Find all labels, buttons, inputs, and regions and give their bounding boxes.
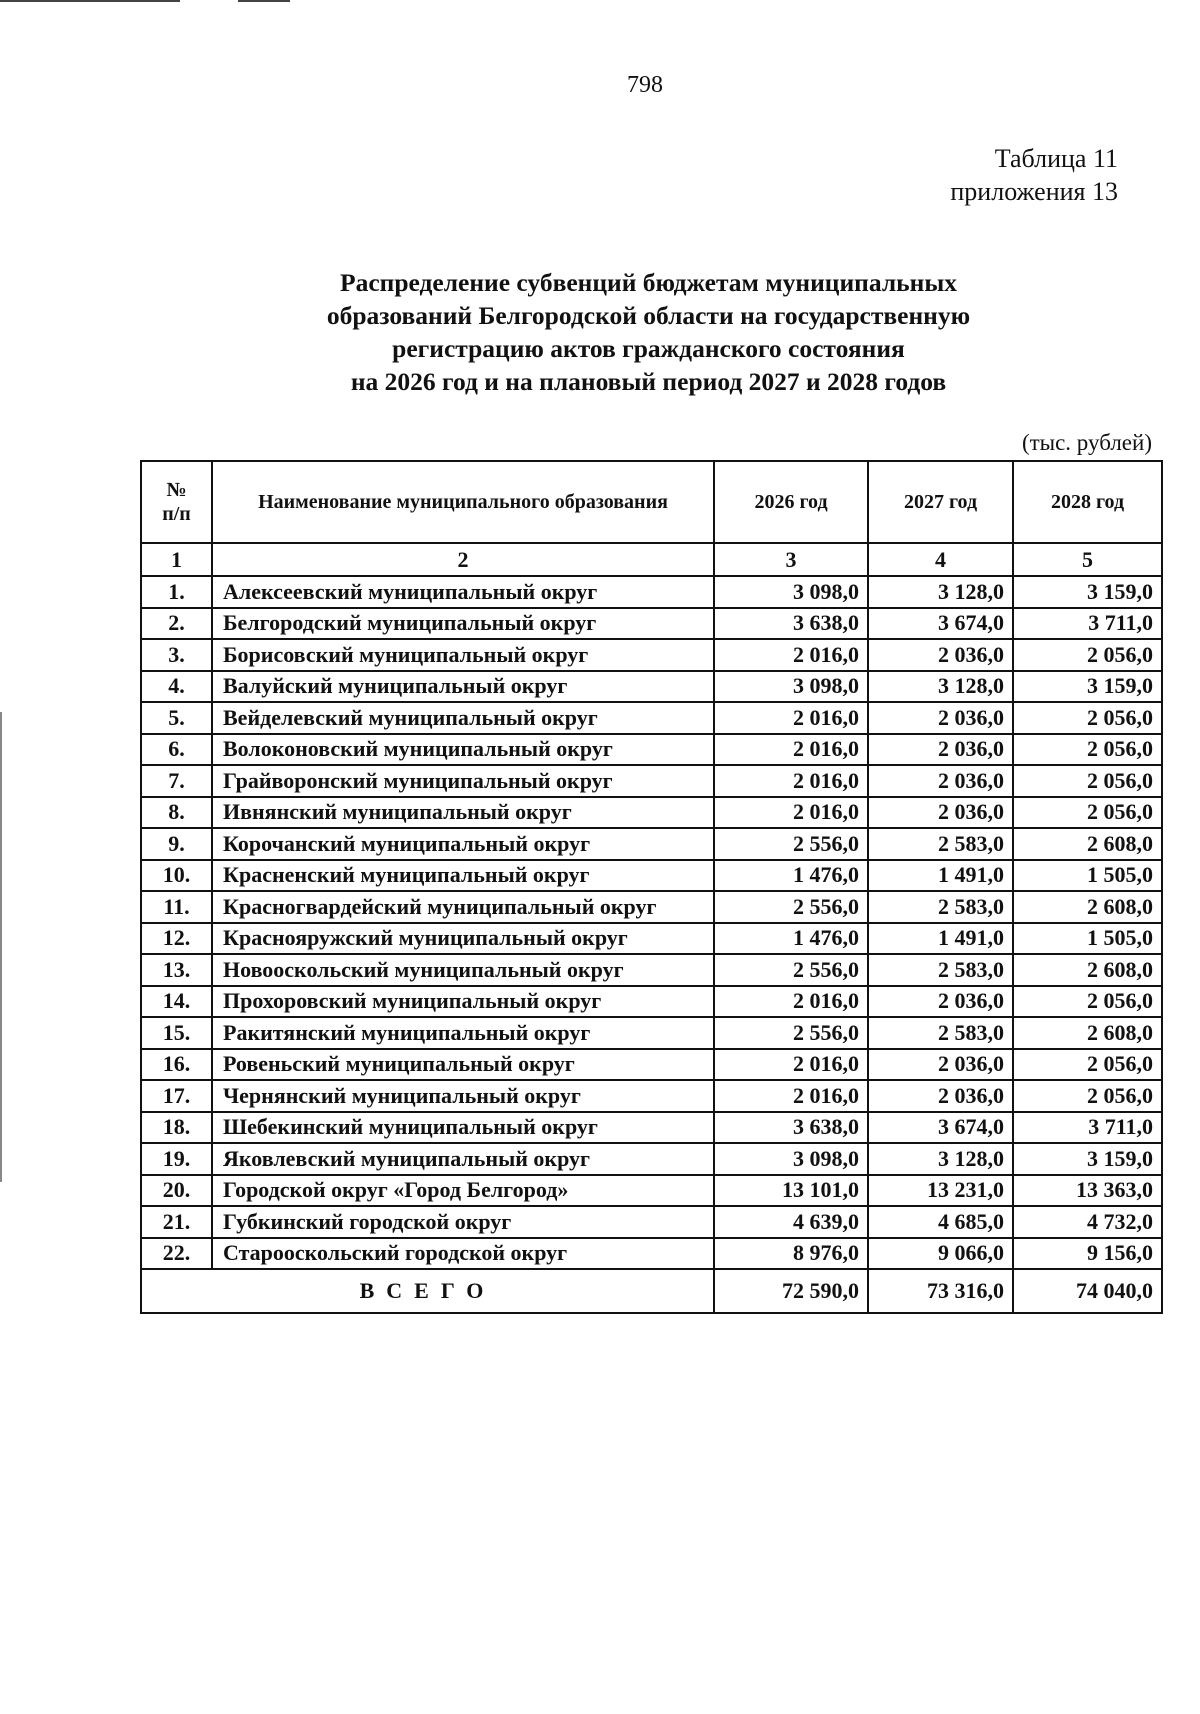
table-row <box>141 954 1162 986</box>
municipality-name: Краснояружский муниципальный округ <box>212 923 714 955</box>
value-2026: 2 016,0 <box>714 734 868 766</box>
row-number: 8. <box>141 797 212 829</box>
value-2026: 13 101,0 <box>714 1175 868 1207</box>
table-row <box>141 702 1162 734</box>
municipality-name: Новооскольский муниципальный округ <box>212 954 714 986</box>
table-row <box>141 797 1162 829</box>
header-number <box>141 461 212 543</box>
header-2028: 2028 год <box>1013 461 1162 543</box>
value-2026: 1 476,0 <box>714 923 868 955</box>
value-2027: 4 685,0 <box>868 1206 1013 1238</box>
value-2028: 3 159,0 <box>1013 1143 1162 1175</box>
value-2027: 2 583,0 <box>868 828 1013 860</box>
column-number: 2 <box>212 543 714 576</box>
value-2028: 2 608,0 <box>1013 1017 1162 1049</box>
table-row <box>141 1175 1162 1207</box>
value-2027: 2 583,0 <box>868 891 1013 923</box>
column-number: 1 <box>141 543 212 576</box>
municipality-name: Шебекинский муниципальный округ <box>212 1112 714 1144</box>
row-number: 7. <box>141 765 212 797</box>
total-2027: 73 316,0 <box>868 1269 1013 1313</box>
distribution-table <box>140 460 1163 1314</box>
value-2026: 2 016,0 <box>714 1049 868 1081</box>
table-row <box>141 1143 1162 1175</box>
value-2027: 2 036,0 <box>868 986 1013 1018</box>
value-2027: 9 066,0 <box>868 1238 1013 1270</box>
column-number: 4 <box>868 543 1013 576</box>
total-2026: 72 590,0 <box>714 1269 868 1313</box>
municipality-name: Красногвардейский муниципальный округ <box>212 891 714 923</box>
table-reference-line: приложения 13 <box>950 177 1118 206</box>
table-row <box>141 671 1162 703</box>
value-2028: 2 056,0 <box>1013 639 1162 671</box>
table-row <box>141 639 1162 671</box>
row-number: 16. <box>141 1049 212 1081</box>
page-number: 798 <box>627 72 663 98</box>
value-2028: 2 608,0 <box>1013 954 1162 986</box>
value-2026: 2 016,0 <box>714 1080 868 1112</box>
table-row <box>141 923 1162 955</box>
row-number: 10. <box>141 860 212 892</box>
row-number: 1. <box>141 576 212 608</box>
table-reference <box>858 142 1118 208</box>
row-number: 20. <box>141 1175 212 1207</box>
value-2028: 2 056,0 <box>1013 1049 1162 1081</box>
municipality-name: Вейделевский муниципальный округ <box>212 702 714 734</box>
table-header-row <box>141 461 1162 543</box>
value-2026: 1 476,0 <box>714 860 868 892</box>
value-2027: 3 128,0 <box>868 576 1013 608</box>
value-2028: 9 156,0 <box>1013 1238 1162 1270</box>
total-label: ВСЕГО <box>141 1269 714 1313</box>
column-number: 3 <box>714 543 868 576</box>
row-number: 15. <box>141 1017 212 1049</box>
row-number: 19. <box>141 1143 212 1175</box>
units-label: (тыс. рублей) <box>1021 430 1152 455</box>
row-number: 2. <box>141 608 212 640</box>
table-row <box>141 828 1162 860</box>
header-number-sign: № <box>166 479 187 501</box>
value-2028: 3 159,0 <box>1013 671 1162 703</box>
value-2026: 2 016,0 <box>714 702 868 734</box>
table-row <box>141 734 1162 766</box>
title-line: регистрацию актов гражданского состояния <box>392 334 905 363</box>
row-number: 17. <box>141 1080 212 1112</box>
table-row <box>141 891 1162 923</box>
value-2027: 13 231,0 <box>868 1175 1013 1207</box>
value-2026: 2 016,0 <box>714 986 868 1018</box>
value-2027: 2 036,0 <box>868 765 1013 797</box>
row-number: 13. <box>141 954 212 986</box>
municipality-name: Губкинский городской округ <box>212 1206 714 1238</box>
municipality-name: Ровеньский муниципальный округ <box>212 1049 714 1081</box>
value-2027: 1 491,0 <box>868 923 1013 955</box>
value-2027: 3 128,0 <box>868 671 1013 703</box>
value-2028: 2 056,0 <box>1013 702 1162 734</box>
municipality-name: Старооскольский городской округ <box>212 1238 714 1270</box>
value-2028: 3 159,0 <box>1013 576 1162 608</box>
table-row <box>141 1080 1162 1112</box>
table-row <box>141 1049 1162 1081</box>
row-number: 9. <box>141 828 212 860</box>
value-2027: 3 128,0 <box>868 1143 1013 1175</box>
scan-edge-line <box>0 712 2 1182</box>
municipality-name: Прохоровский муниципальный округ <box>212 986 714 1018</box>
value-2026: 2 016,0 <box>714 639 868 671</box>
value-2028: 3 711,0 <box>1013 1112 1162 1144</box>
value-2026: 4 639,0 <box>714 1206 868 1238</box>
table-row <box>141 576 1162 608</box>
value-2027: 2 036,0 <box>868 1049 1013 1081</box>
municipality-name: Волоконовский муниципальный округ <box>212 734 714 766</box>
value-2026: 2 016,0 <box>714 765 868 797</box>
row-number: 18. <box>141 1112 212 1144</box>
value-2026: 3 638,0 <box>714 608 868 640</box>
scan-edge-line <box>0 0 180 2</box>
table-reference-line: Таблица 11 <box>994 144 1118 173</box>
value-2026: 3 098,0 <box>714 576 868 608</box>
value-2026: 2 556,0 <box>714 828 868 860</box>
scan-edge-line <box>238 0 290 2</box>
value-2028: 1 505,0 <box>1013 860 1162 892</box>
row-number: 12. <box>141 923 212 955</box>
value-2028: 13 363,0 <box>1013 1175 1162 1207</box>
municipality-name: Алексеевский муниципальный округ <box>212 576 714 608</box>
row-number: 6. <box>141 734 212 766</box>
table-row <box>141 1238 1162 1270</box>
title-line: на 2026 год и на плановый период 2027 и 2028 годов <box>350 367 947 396</box>
row-number: 11. <box>141 891 212 923</box>
row-number: 3. <box>141 639 212 671</box>
value-2026: 2 556,0 <box>714 954 868 986</box>
row-number: 22. <box>141 1238 212 1270</box>
header-number-abbr: п/п <box>162 503 191 525</box>
value-2028: 2 056,0 <box>1013 1080 1162 1112</box>
value-2028: 4 732,0 <box>1013 1206 1162 1238</box>
municipality-name: Ракитянский муниципальный округ <box>212 1017 714 1049</box>
municipality-name: Борисовский муниципальный округ <box>212 639 714 671</box>
table-row <box>141 765 1162 797</box>
column-number: 5 <box>1013 543 1162 576</box>
value-2026: 2 556,0 <box>714 1017 868 1049</box>
value-2026: 3 098,0 <box>714 1143 868 1175</box>
municipality-name: Городской округ «Город Белгород» <box>212 1175 714 1207</box>
table-row <box>141 860 1162 892</box>
municipality-name: Ивнянский муниципальный округ <box>212 797 714 829</box>
value-2028: 2 056,0 <box>1013 797 1162 829</box>
title-line: Распределение субвенций бюджетам муниципальных <box>340 268 957 297</box>
value-2028: 2 056,0 <box>1013 734 1162 766</box>
value-2027: 2 583,0 <box>868 1017 1013 1049</box>
value-2026: 3 638,0 <box>714 1112 868 1144</box>
value-2026: 2 016,0 <box>714 797 868 829</box>
municipality-name: Красненский муниципальный округ <box>212 860 714 892</box>
value-2027: 1 491,0 <box>868 860 1013 892</box>
value-2028: 2 608,0 <box>1013 828 1162 860</box>
column-number-row <box>141 543 1162 576</box>
value-2027: 2 036,0 <box>868 639 1013 671</box>
value-2026: 8 976,0 <box>714 1238 868 1270</box>
value-2028: 2 608,0 <box>1013 891 1162 923</box>
municipality-name: Чернянский муниципальный округ <box>212 1080 714 1112</box>
value-2027: 2 036,0 <box>868 797 1013 829</box>
value-2026: 2 556,0 <box>714 891 868 923</box>
value-2027: 2 583,0 <box>868 954 1013 986</box>
table-row <box>141 1112 1162 1144</box>
value-2028: 2 056,0 <box>1013 986 1162 1018</box>
table-row <box>141 1017 1162 1049</box>
row-number: 5. <box>141 702 212 734</box>
value-2027: 3 674,0 <box>868 608 1013 640</box>
table-row <box>141 1206 1162 1238</box>
total-2028: 74 040,0 <box>1013 1269 1162 1313</box>
value-2027: 2 036,0 <box>868 734 1013 766</box>
title-line: образований Белгородской области на государственную <box>326 301 971 330</box>
value-2028: 3 711,0 <box>1013 608 1162 640</box>
table-row <box>141 986 1162 1018</box>
municipality-name: Белгородский муниципальный округ <box>212 608 714 640</box>
header-2026: 2026 год <box>714 461 868 543</box>
value-2027: 3 674,0 <box>868 1112 1013 1144</box>
value-2026: 3 098,0 <box>714 671 868 703</box>
value-2027: 2 036,0 <box>868 702 1013 734</box>
value-2028: 1 505,0 <box>1013 923 1162 955</box>
municipality-name: Валуйский муниципальный округ <box>212 671 714 703</box>
value-2027: 2 036,0 <box>868 1080 1013 1112</box>
municipality-name: Грайворонский муниципальный округ <box>212 765 714 797</box>
header-2027: 2027 год <box>868 461 1013 543</box>
document-title <box>190 266 1107 398</box>
table-row <box>141 608 1162 640</box>
row-number: 4. <box>141 671 212 703</box>
row-number: 14. <box>141 986 212 1018</box>
total-row <box>141 1269 1162 1313</box>
row-number: 21. <box>141 1206 212 1238</box>
value-2028: 2 056,0 <box>1013 765 1162 797</box>
header-name: Наименование муниципального образования <box>212 461 714 543</box>
municipality-name: Яковлевский муниципальный округ <box>212 1143 714 1175</box>
municipality-name: Корочанский муниципальный округ <box>212 828 714 860</box>
